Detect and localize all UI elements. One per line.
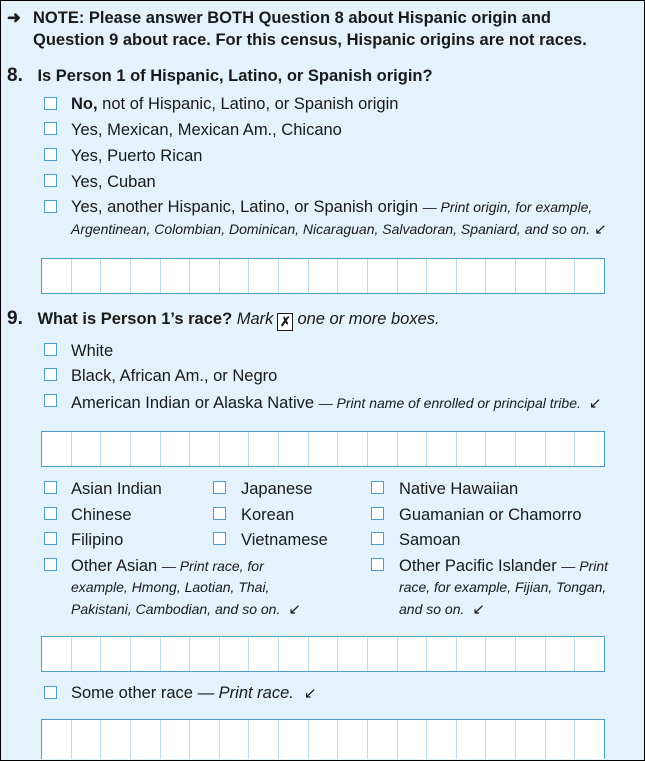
arrow-right-icon: ➜ xyxy=(7,9,21,27)
option-no-hispanic xyxy=(71,95,398,114)
option-black: Black, African Am., or Negro xyxy=(71,367,278,385)
other-hispanic-examples xyxy=(71,220,607,238)
checkbox-cuban[interactable] xyxy=(44,174,57,187)
some-other-race-write-in[interactable] xyxy=(41,719,605,759)
option-white: White xyxy=(71,342,114,360)
option-opi-label: Other Pacific Islander xyxy=(399,557,557,575)
checkbox-guamanian[interactable] xyxy=(371,507,384,520)
checkbox-vietnamese[interactable] xyxy=(213,532,226,545)
note xyxy=(7,7,587,51)
checkbox-mexican[interactable] xyxy=(44,122,57,135)
option-guamanian: Guamanian or Chamorro xyxy=(399,506,582,524)
option-other-pacific-islander xyxy=(399,557,608,576)
option-american-indian-label: American Indian or Alaska Native xyxy=(71,394,315,412)
question-9-mark-word: Mark xyxy=(236,310,274,328)
checkbox-some-other-race[interactable] xyxy=(44,686,57,699)
hispanic-origin-write-in[interactable] xyxy=(41,258,605,294)
write-in-arrow-icon: ↙ xyxy=(594,221,607,238)
option-no-rest: not of Hispanic, Latino, or Spanish origin xyxy=(97,95,399,113)
checkbox-white[interactable] xyxy=(44,343,57,356)
american-indian-instruction: — Print name of enrolled or principal tribe. xyxy=(318,395,581,411)
checkbox-filipino[interactable] xyxy=(44,532,57,545)
option-native-hawaiian: Native Hawaiian xyxy=(399,480,519,498)
asian-pacific-write-in[interactable] xyxy=(41,636,605,672)
opi-examples-2 xyxy=(399,600,485,618)
checkbox-chinese[interactable] xyxy=(44,507,57,520)
checkbox-black[interactable] xyxy=(44,368,57,381)
checkbox-native-hawaiian[interactable] xyxy=(371,481,384,494)
tribe-write-in[interactable] xyxy=(41,431,605,467)
option-filipino: Filipino xyxy=(71,531,124,549)
note-line-1: NOTE: Please answer BOTH Question 8 about Hispanic origin and xyxy=(33,9,552,27)
option-mexican: Yes, Mexican, Mexican Am., Chicano xyxy=(71,121,342,139)
note-line-2: Question 9 about race. For this census, Hispanic origins are not races. xyxy=(33,31,587,49)
checkbox-asian-indian[interactable] xyxy=(44,481,57,494)
write-in-arrow-icon: ↙ xyxy=(472,601,485,618)
other-hispanic-instruction: — Print origin, for example, xyxy=(422,199,593,215)
question-8-number: 8. xyxy=(7,65,23,86)
write-in-arrow-icon: ↙ xyxy=(303,685,317,702)
other-asian-instruction: — Print race, for xyxy=(161,558,264,574)
checkbox-other-asian[interactable] xyxy=(44,558,57,571)
question-8-text: Is Person 1 of Hispanic, Latino, or Spanish origin? xyxy=(37,67,433,85)
option-japanese: Japanese xyxy=(241,480,313,498)
option-chinese: Chinese xyxy=(71,506,132,524)
opi-examples-2-text: and so on. xyxy=(399,601,465,617)
opi-instruction: — Print xyxy=(561,558,609,574)
other-hispanic-examples-text: Argentinean, Colombian, Dominican, Nicaraguan, Salvadoran, Spaniard, and so on. xyxy=(71,221,591,237)
checkbox-japanese[interactable] xyxy=(213,481,226,494)
option-cuban: Yes, Cuban xyxy=(71,173,156,191)
option-other-hispanic xyxy=(71,198,592,217)
option-puerto-rican: Yes, Puerto Rican xyxy=(71,147,203,165)
option-samoan: Samoan xyxy=(399,531,461,549)
option-asian-indian: Asian Indian xyxy=(71,480,162,498)
question-9-mark-rest: one or more boxes. xyxy=(297,310,440,328)
checkbox-korean[interactable] xyxy=(213,507,226,520)
checkbox-no-hispanic[interactable] xyxy=(44,97,57,110)
checkbox-other-pacific-islander[interactable] xyxy=(371,558,384,571)
question-8-heading xyxy=(7,65,433,87)
other-asian-examples-2 xyxy=(71,600,301,618)
option-other-asian-label: Other Asian xyxy=(71,557,158,575)
checkbox-american-indian[interactable] xyxy=(44,394,57,407)
question-9-number: 9. xyxy=(7,308,23,329)
write-in-arrow-icon: ↙ xyxy=(288,601,301,618)
checkbox-puerto-rican[interactable] xyxy=(44,148,57,161)
checkbox-other-hispanic[interactable] xyxy=(44,200,57,213)
some-other-instruction: — Print race. xyxy=(197,684,294,702)
question-9-heading xyxy=(7,308,440,331)
option-korean: Korean xyxy=(241,506,295,524)
opi-examples-1: race, for example, Fijian, Tongan, xyxy=(399,579,607,595)
checkbox-samoan[interactable] xyxy=(371,532,384,545)
question-9-text: What is Person 1’s race? xyxy=(37,310,233,328)
other-asian-examples-1: example, Hmong, Laotian, Thai, xyxy=(71,579,270,595)
option-other-hispanic-label: Yes, another Hispanic, Latino, or Spanish origin xyxy=(71,198,419,216)
option-other-asian xyxy=(71,557,264,576)
mark-x-icon: ✗ xyxy=(277,313,293,331)
option-no-bold: No, xyxy=(71,95,98,113)
option-some-other-label: Some other race xyxy=(71,684,193,702)
option-american-indian xyxy=(71,394,601,413)
write-in-arrow-icon: ↙ xyxy=(588,395,602,412)
option-some-other-race xyxy=(71,684,316,703)
option-vietnamese: Vietnamese xyxy=(241,531,328,549)
other-asian-examples-2-text: Pakistani, Cambodian, and so on. xyxy=(71,601,281,617)
